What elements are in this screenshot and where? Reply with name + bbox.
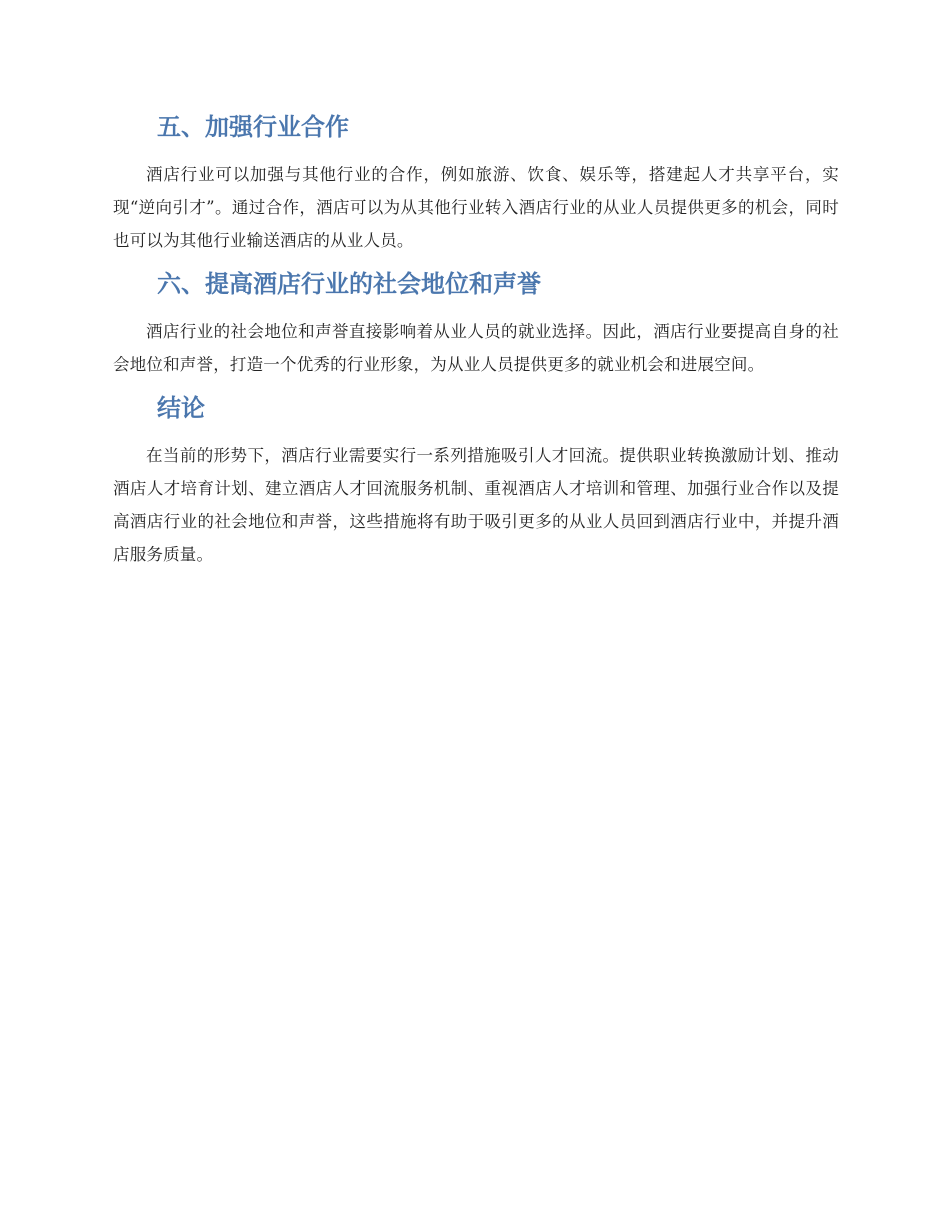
section-heading: 六、提高酒店行业的社会地位和声誉 xyxy=(157,270,541,298)
section-paragraph: 酒店行业的社会地位和声誉直接影响着从业人员的就业选择。因此，酒店行业要提高自身的社会地位和声誉，打造一个优秀的行业形象，为从业人员提供更多的就业机会和进展空间。 xyxy=(113,322,839,374)
document-page xyxy=(113,110,839,581)
section-heading: 结论 xyxy=(157,394,205,422)
section-paragraph: 酒店行业可以加强与其他行业的合作，例如旅游、饮食、娱乐等，搭建起人才共享平台，实现“逆向引才”。通过合作，酒店可以为从其他行业转入酒店行业的从业人员提供更多的机会，同时也可以为其他行业输送酒店的从业人员。 xyxy=(113,165,839,250)
section-social-status xyxy=(113,267,839,381)
section-industry-cooperation xyxy=(113,110,839,257)
section-heading: 五、加强行业合作 xyxy=(157,113,349,141)
section-conclusion xyxy=(113,391,839,571)
section-paragraph: 在当前的形势下，酒店行业需要实行一系列措施吸引人才回流。提供职业转换激励计划、推动酒店人才培育计划、建立酒店人才回流服务机制、重视酒店人才培训和管理、加强行业合作以及提高酒店行业的社会地位和声誉，这些措施将有助于吸引更多的从业人员回到酒店行业中，并提升酒店服务质量。 xyxy=(113,446,839,564)
